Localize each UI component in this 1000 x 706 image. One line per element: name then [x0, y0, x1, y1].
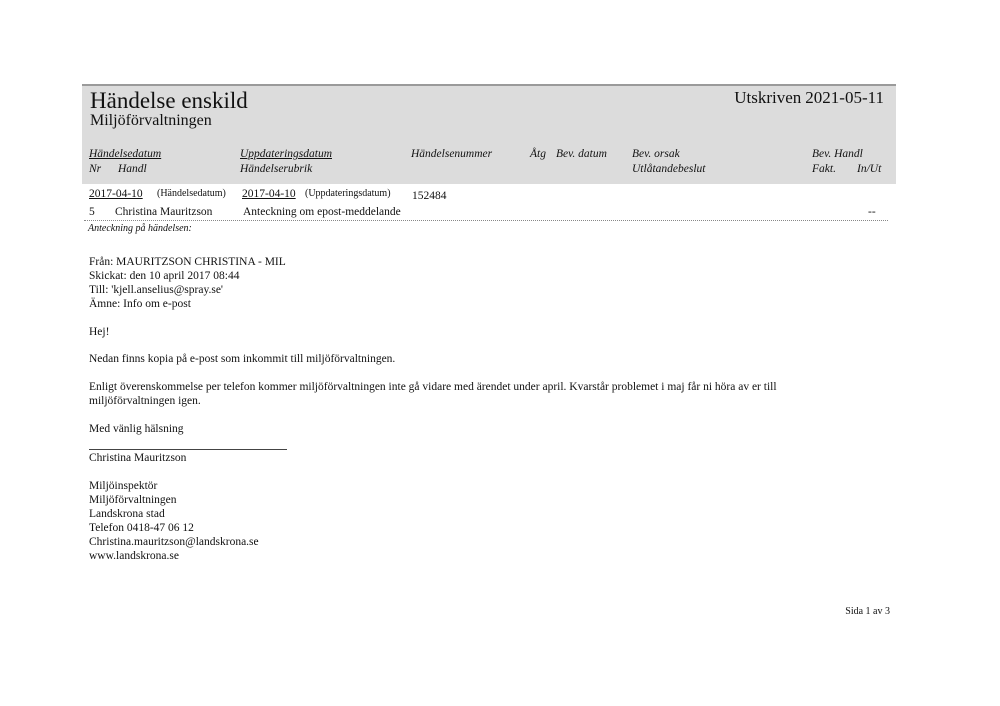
note-label: Anteckning på händelsen: — [88, 223, 192, 234]
record-event-date-label: (Händelsedatum) — [157, 188, 226, 199]
signature-department: Miljöförvaltningen — [89, 494, 177, 506]
signature-phone: Telefon 0418-47 06 12 — [89, 522, 194, 534]
signature-name: Christina Mauritzson — [89, 452, 187, 464]
signature-web: www.landskrona.se — [89, 550, 179, 562]
email-subject: Ämne: Info om e-post — [89, 298, 191, 310]
page-number: Sida 1 av 3 — [845, 606, 890, 617]
col-event-heading: Händelserubrik — [240, 163, 313, 175]
record-update-date: 2017-04-10 — [242, 188, 296, 200]
email-paragraph-2-line-2: miljöförvaltningen igen. — [89, 395, 201, 407]
col-grant-reason: Bev. orsak — [632, 148, 680, 160]
col-in-out: In/Ut — [857, 163, 882, 175]
col-handler: Handl — [118, 163, 147, 175]
email-closing: Med vänlig hälsning — [89, 423, 184, 435]
col-invoice: Fakt. — [812, 163, 836, 175]
document-subtitle: Miljöförvaltningen — [90, 112, 212, 129]
document-title: Händelse enskild — [90, 88, 248, 113]
email-paragraph-1: Nedan finns kopia på e-post som inkommit till miljöförvaltningen. — [89, 353, 396, 365]
record-event-date: 2017-04-10 — [89, 188, 143, 200]
record-handler: Christina Mauritzson — [115, 206, 213, 218]
record-event-number: 152484 — [412, 190, 447, 202]
record-nr: 5 — [89, 206, 95, 218]
record-update-date-label: (Uppdateringsdatum) — [305, 188, 391, 199]
email-sent: Skickat: den 10 april 2017 08:44 — [89, 270, 240, 282]
signature-city: Landskrona stad — [89, 508, 165, 520]
col-grant-handler: Bev. Handl — [812, 148, 863, 160]
col-grant-date: Bev. datum — [556, 148, 607, 160]
col-event-number: Händelsenummer — [411, 148, 493, 160]
email-to: Till: 'kjell.anselius@spray.se' — [89, 284, 223, 296]
record-separator — [84, 220, 888, 221]
col-expiry-decision: Utlåtandebeslut — [632, 163, 706, 175]
signature-email: Christina.mauritzson@landskrona.se — [89, 536, 259, 548]
record-in-out: -- — [868, 206, 876, 218]
header-band — [82, 84, 896, 184]
signature-role: Miljöinspektör — [89, 480, 158, 492]
printed-date-value: 2021-05-11 — [805, 88, 884, 107]
col-event-date: Händelsedatum — [89, 148, 162, 160]
printed-label: Utskriven — [734, 88, 802, 107]
printed-date — [730, 88, 884, 108]
col-update-date: Uppdateringsdatum — [240, 148, 332, 160]
email-paragraph-2-line-1: Enligt överenskommelse per telefon kommer miljöförvaltningen inte gå vidare med ärendet under april. Kvarstår problemet i maj får ni höra av er till — [89, 381, 777, 393]
email-from: Från: MAURITZSON CHRISTINA - MIL — [89, 256, 286, 268]
col-nr: Nr — [89, 163, 102, 175]
signature-line — [89, 449, 287, 450]
col-action: Åtg — [530, 148, 546, 160]
email-greeting: Hej! — [89, 326, 110, 338]
record-heading: Anteckning om epost-meddelande — [243, 206, 401, 218]
